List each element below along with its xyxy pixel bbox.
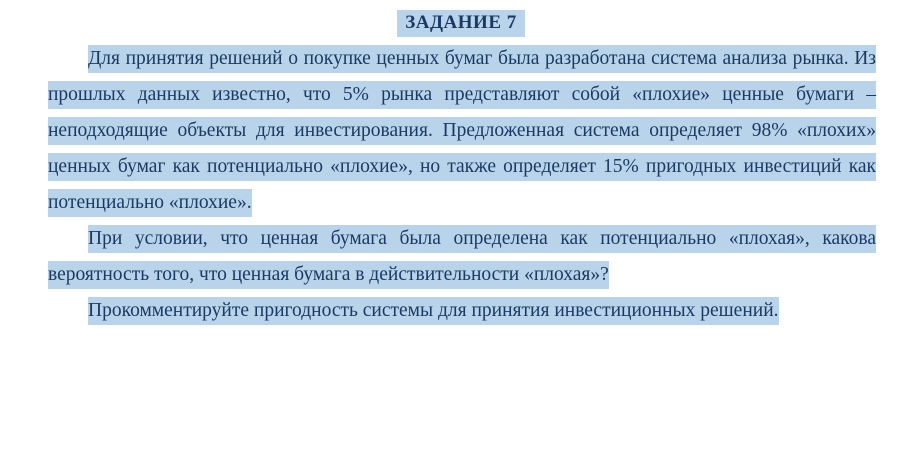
document-body xyxy=(48,41,876,329)
page-title: ЗАДАНИЕ 7 xyxy=(397,10,525,37)
paragraph-3 xyxy=(48,293,876,329)
title-row xyxy=(0,0,922,41)
paragraph-3-text: Прокомментируйте пригодность системы для принятия инвестиционных решений. xyxy=(88,297,779,325)
paragraph-1-text: Для принятия решений о покупке ценных бумаг была разработана система анализа рынка. Из прошлых данных известно, что 5% рынка представляют собой «плохие» ценные бумаги – неподходящие объекты для инвестирования. Предложенная система определяет 98% «плохих» ценных бумаг как потенциально «плохие», но также определяет 15% пригодных инвестиций как потенциально «плохие». xyxy=(48,45,876,217)
paragraph-2-text: При условии, что ценная бумага была определена как потенциально «плохая», какова вероятность того, что ценная бумага в действительности «плохая»? xyxy=(48,225,876,289)
paragraph-1 xyxy=(48,41,876,221)
paragraph-2 xyxy=(48,221,876,293)
